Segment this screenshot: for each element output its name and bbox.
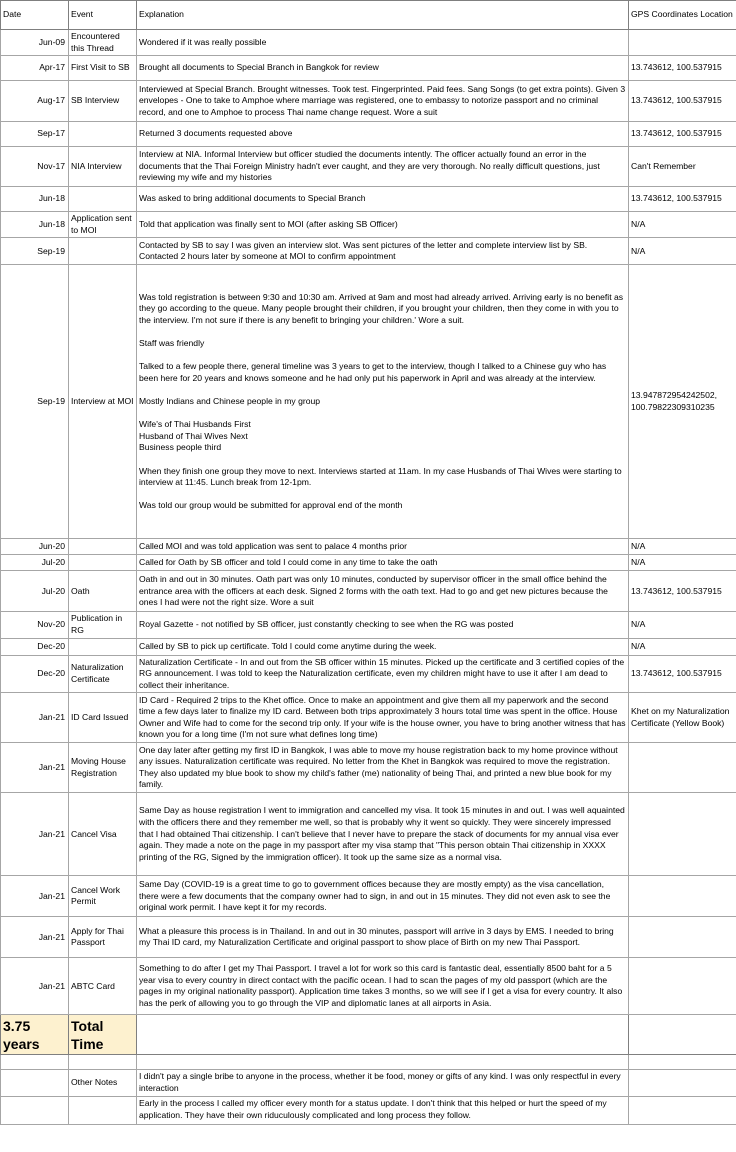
explanation-paragraph: Was told our group would be submitted for approval end of the month [139,500,403,511]
table-row [1,539,736,555]
row-gps: Khet on my Naturalization Certificate (Yellow Book) [629,693,736,743]
row-explanation [137,793,629,876]
row-event [69,539,137,555]
table-row [1,30,736,56]
note-text: Early in the process I called my officer every month for a status update. I don't think that this helped or hurt the speed of my application. They have their own riduculously complicated and long process they follow. [137,1096,629,1124]
row-event: NIA Interview [69,147,137,187]
row-event: Moving House Registration [69,743,137,793]
row-date: Apr-17 [1,56,69,81]
explanation-paragraph: Talked to a few people there, general timeline was 3 years to get to the interview, though I talked to a Chinese guy who has been here for 20 years and knows someone and he had only put his paperwork in April and was already at the interview. [139,361,607,383]
header-date: Date [1,1,69,30]
row-explanation [137,56,629,81]
table-row [1,187,736,212]
explanation-paragraph: Called for Oath by SB officer and told I could come in any time to take the oath [139,557,438,568]
table-row [1,638,736,655]
row-explanation [137,265,629,539]
notes-empty [1,1070,69,1096]
explanation-paragraph: Was told registration is between 9:30 and 10:30 am. Arrived at 9am and most had already arrived. Arriving early is no benefit as they go according to the queue. Many people brought their children, if you brought your children, then they come in with you to the interview. I'm not sure if there is any benefit to bringing your children.' Wore a suit. [139,291,624,325]
notes-empty [1,1096,69,1124]
table-row [1,212,736,238]
spacer-cell [629,1055,736,1070]
explanation-paragraph: Staff was friendly [139,338,205,349]
notes-row [1,1070,736,1096]
table-row [1,876,736,917]
notes-empty [629,1070,736,1096]
row-gps [629,793,736,876]
row-explanation [137,30,629,56]
table-row [1,743,736,793]
row-gps: N/A [629,539,736,555]
header-gps: GPS Coordinates Location [629,1,736,30]
row-date: Jul-20 [1,555,69,571]
row-gps [629,917,736,958]
table-row [1,555,736,571]
table-row [1,917,736,958]
explanation-paragraph: Told that application was finally sent to MOI (after asking SB Officer) [139,218,398,229]
explanation-paragraph: ID Card - Required 2 trips to the Khet office. Once to make an appointment and give them all my paperwork and the second time a few days later to finalize my ID card. Between both trips approximately 3 hours total time was spent in the office. House Owner and Wife had to come for the second trip only. If your wife is the house owner, you have to bring another witness that has known you for a long time (I'm not sure what defines long time) [139,694,626,740]
spacer-cell [137,1055,629,1070]
notes-label-empty [69,1096,137,1124]
row-date: Jun-09 [1,30,69,56]
row-explanation [137,539,629,555]
row-explanation [137,212,629,238]
row-event [69,122,137,147]
row-gps: N/A [629,612,736,638]
row-date: Jul-20 [1,571,69,612]
table-row [1,81,736,122]
row-gps [629,876,736,917]
row-gps: 13.743612, 100.537915 [629,655,736,693]
total-empty [137,1015,629,1055]
explanation-paragraph: Mostly Indians and Chinese people in my group [139,396,321,407]
total-row [1,1015,736,1055]
note-text: I didn't pay a single bribe to anyone in the process, whether it be food, money or gifts of any kind. I was only respectful in every interaction [137,1070,629,1096]
row-date: Jan-21 [1,693,69,743]
row-gps: 13.743612, 100.537915 [629,571,736,612]
table-row [1,958,736,1015]
explanation-paragraph: Interviewed at Special Branch. Brought witnesses. Took test. Fingerprinted. Paid fees. Sang Songs (to get extra points). Given 3 envelopes - One to take to Amphoe where marriage was registered, one to embassy to notorize passport and no criminal record, and one to Amphoe to process Thai name change request. Wore a suit [139,83,626,117]
explanation-paragraph: Something to do after I get my Thai Passport. I travel a lot for work so this card is fantastic deal, essentially 8500 baht for a 5 year visa to every country in direct contact with the pacific ocean. I had to scan the pages of my old passport (which are the pages in my original nationality passport). Application time takes 3 months, so we will see if I get a visa for every country. It also has the perk of allowing you to go through the VIP and diplomatic lanes at all airports in Asia. [139,963,623,1008]
explanation-paragraph: Was asked to bring additional documents to Special Branch [139,193,366,204]
row-explanation [137,238,629,265]
row-date: Jun-20 [1,539,69,555]
row-event: Apply for Thai Passport [69,917,137,958]
explanation-paragraph: Contacted by SB to say I was given an interview slot. Was sent pictures of the letter and complete interview list by SB. Contacted 2 hours later by someone at MOI to confirm appointment [139,239,588,262]
spacer-cell [69,1055,137,1070]
row-explanation [137,876,629,917]
explanation-paragraph: Called by SB to pick up certificate. Told I could come anytime during the week. [139,640,437,651]
row-event [69,238,137,265]
explanation-paragraph: One day later after getting my first ID in Bangkok, I was able to move my house registration back to my home province without any issues. Naturalization certificate was required. No letter from the Khet in Bangkok was required to move the registration. They also updated my blue book to show my child's father (me) nationality of being Thai, and printed a new blue book for my family. [139,744,618,790]
row-event: Application sent to MOI [69,212,137,238]
row-event [69,555,137,571]
row-date: Jun-18 [1,212,69,238]
row-gps: 13.743612, 100.537915 [629,56,736,81]
table-row [1,655,736,693]
row-event: Publication in RG [69,612,137,638]
row-explanation [137,693,629,743]
row-event: ID Card Issued [69,693,137,743]
notes-row [1,1096,736,1124]
row-date: Jun-18 [1,187,69,212]
row-date: Sep-19 [1,265,69,539]
explanation-paragraph: Royal Gazette - not notified by SB officer, just constantly checking to see when the RG was posted [139,619,514,630]
explanation-paragraph: Wife's of Thai Husbands First Husband of Thai Wives Next Business people third [139,419,251,453]
row-explanation [137,81,629,122]
table-row [1,612,736,638]
row-gps [629,30,736,56]
row-event: First Visit to SB [69,56,137,81]
row-event: Naturalization Certificate [69,655,137,693]
row-explanation [137,958,629,1015]
spacer-cell [1,1055,69,1070]
row-explanation [137,917,629,958]
explanation-paragraph: Wondered if it was really possible [139,36,267,47]
row-explanation [137,571,629,612]
row-date: Jan-21 [1,958,69,1015]
row-date: Dec-20 [1,655,69,693]
row-gps: N/A [629,555,736,571]
row-event: Cancel Work Permit [69,876,137,917]
row-date: Jan-21 [1,876,69,917]
explanation-paragraph: When they finish one group they move to next. Interviews started at 11am. In my case Husbands of Thai Wives were starting to interview at 11:45. Lunch break from 12-1pm. [139,465,622,488]
table-row [1,56,736,81]
total-label: Total Time [69,1015,137,1055]
row-explanation [137,743,629,793]
explanation-paragraph: Returned 3 documents requested above [139,128,293,139]
row-date: Nov-17 [1,147,69,187]
row-gps: 13.947872954242502, 100.79822309310235 [629,265,736,539]
table-row [1,793,736,876]
row-event: Interview at MOI [69,265,137,539]
explanation-paragraph: Interview at NIA. Informal Interview but officer studied the documents intently. The officer actually found an error in the documents that the Thai Foreign Ministry hadn't ever caught, and they are very thorough. No really difficult questions, just reviewing my wife and my histories [139,149,600,183]
row-gps: N/A [629,638,736,655]
row-gps: 13.743612, 100.537915 [629,187,736,212]
row-date: Sep-19 [1,238,69,265]
explanation-paragraph: Same Day (COVID-19 is a great time to go to government offices because they are mostly empty) as the visa cancellation, there were a few documents that the company owner had to sign, in and out in 15 minutes. They did not even ask to see the original work permit. I have kept it for my records. [139,878,611,913]
row-event: Oath [69,571,137,612]
row-gps: N/A [629,212,736,238]
table-row [1,693,736,743]
header-event: Event [69,1,137,30]
explanation-paragraph: Same Day as house registration I went to immigration and cancelled my visa. It took 15 minutes in and out. I was well aquainted with the officers there and they remember me well, so that is probably why it went so quickly. They were sincerely impressed that I had obtained Thai citizenship. I can't believe that I never have to prepare the stack of documents for my annual visa ever again. They made a note on the page in my passport after my visa stamp that "This person obtain Thai citizenship in XXXX printing of the RG, Signed by the immigration officer). It took up the same size as a normal visa. [139,805,625,862]
table-row [1,122,736,147]
table-row [1,571,736,612]
row-gps [629,958,736,1015]
row-event: Cancel Visa [69,793,137,876]
row-gps: Can't Remember [629,147,736,187]
row-date: Jan-21 [1,743,69,793]
row-gps: 13.743612, 100.537915 [629,81,736,122]
notes-empty [629,1096,736,1124]
timeline-body [1,30,736,1125]
row-gps: 13.743612, 100.537915 [629,122,736,147]
total-value: 3.75 years [1,1015,69,1055]
row-event: Encountered this Thread [69,30,137,56]
row-date: Jan-21 [1,917,69,958]
table-row [1,265,736,539]
row-event: ABTC Card [69,958,137,1015]
row-gps [629,743,736,793]
explanation-paragraph: Oath in and out in 30 minutes. Oath part was only 10 minutes, conducted by supervisor officer in the small office behind the entrance area with the officers at each desk. Signed 2 forms with the oath text. Had to go and get new pictures because the ones I had were not the right size. Wore a suit [139,573,608,608]
notes-label: Other Notes [69,1070,137,1096]
row-explanation [137,187,629,212]
row-explanation [137,555,629,571]
table-row [1,238,736,265]
header-row [1,1,736,30]
explanation-paragraph: Called MOI and was told application was sent to palace 4 months prior [139,541,407,552]
row-gps: N/A [629,238,736,265]
table-row [1,147,736,187]
row-date: Jan-21 [1,793,69,876]
row-event: SB Interview [69,81,137,122]
explanation-paragraph: What a pleasure this process is in Thailand. In and out in 30 minutes, passport will arrive in 3 days by EMS. I needed to bring my Thai ID card, my Naturalization Certificate and original passport to show place of Birth on my new Thai Passport. [139,925,614,948]
row-event [69,638,137,655]
row-explanation [137,122,629,147]
row-date: Nov-20 [1,612,69,638]
spacer-row [1,1055,736,1070]
explanation-paragraph: Brought all documents to Special Branch in Bangkok for review [139,62,379,73]
row-event [69,187,137,212]
header-explanation: Explanation [137,1,629,30]
row-date: Aug-17 [1,81,69,122]
total-empty [629,1015,736,1055]
row-explanation [137,612,629,638]
row-explanation [137,638,629,655]
row-date: Sep-17 [1,122,69,147]
row-date: Dec-20 [1,638,69,655]
explanation-paragraph: Naturalization Certificate - In and out from the SB officer within 15 minutes. Picked up the certificate and 3 certified copies of the RG announcement. I was told to keep the Naturalization certificate, even my children might have to use it after I am dead to collect their inheritance. [139,656,625,690]
row-explanation [137,147,629,187]
row-explanation [137,655,629,693]
